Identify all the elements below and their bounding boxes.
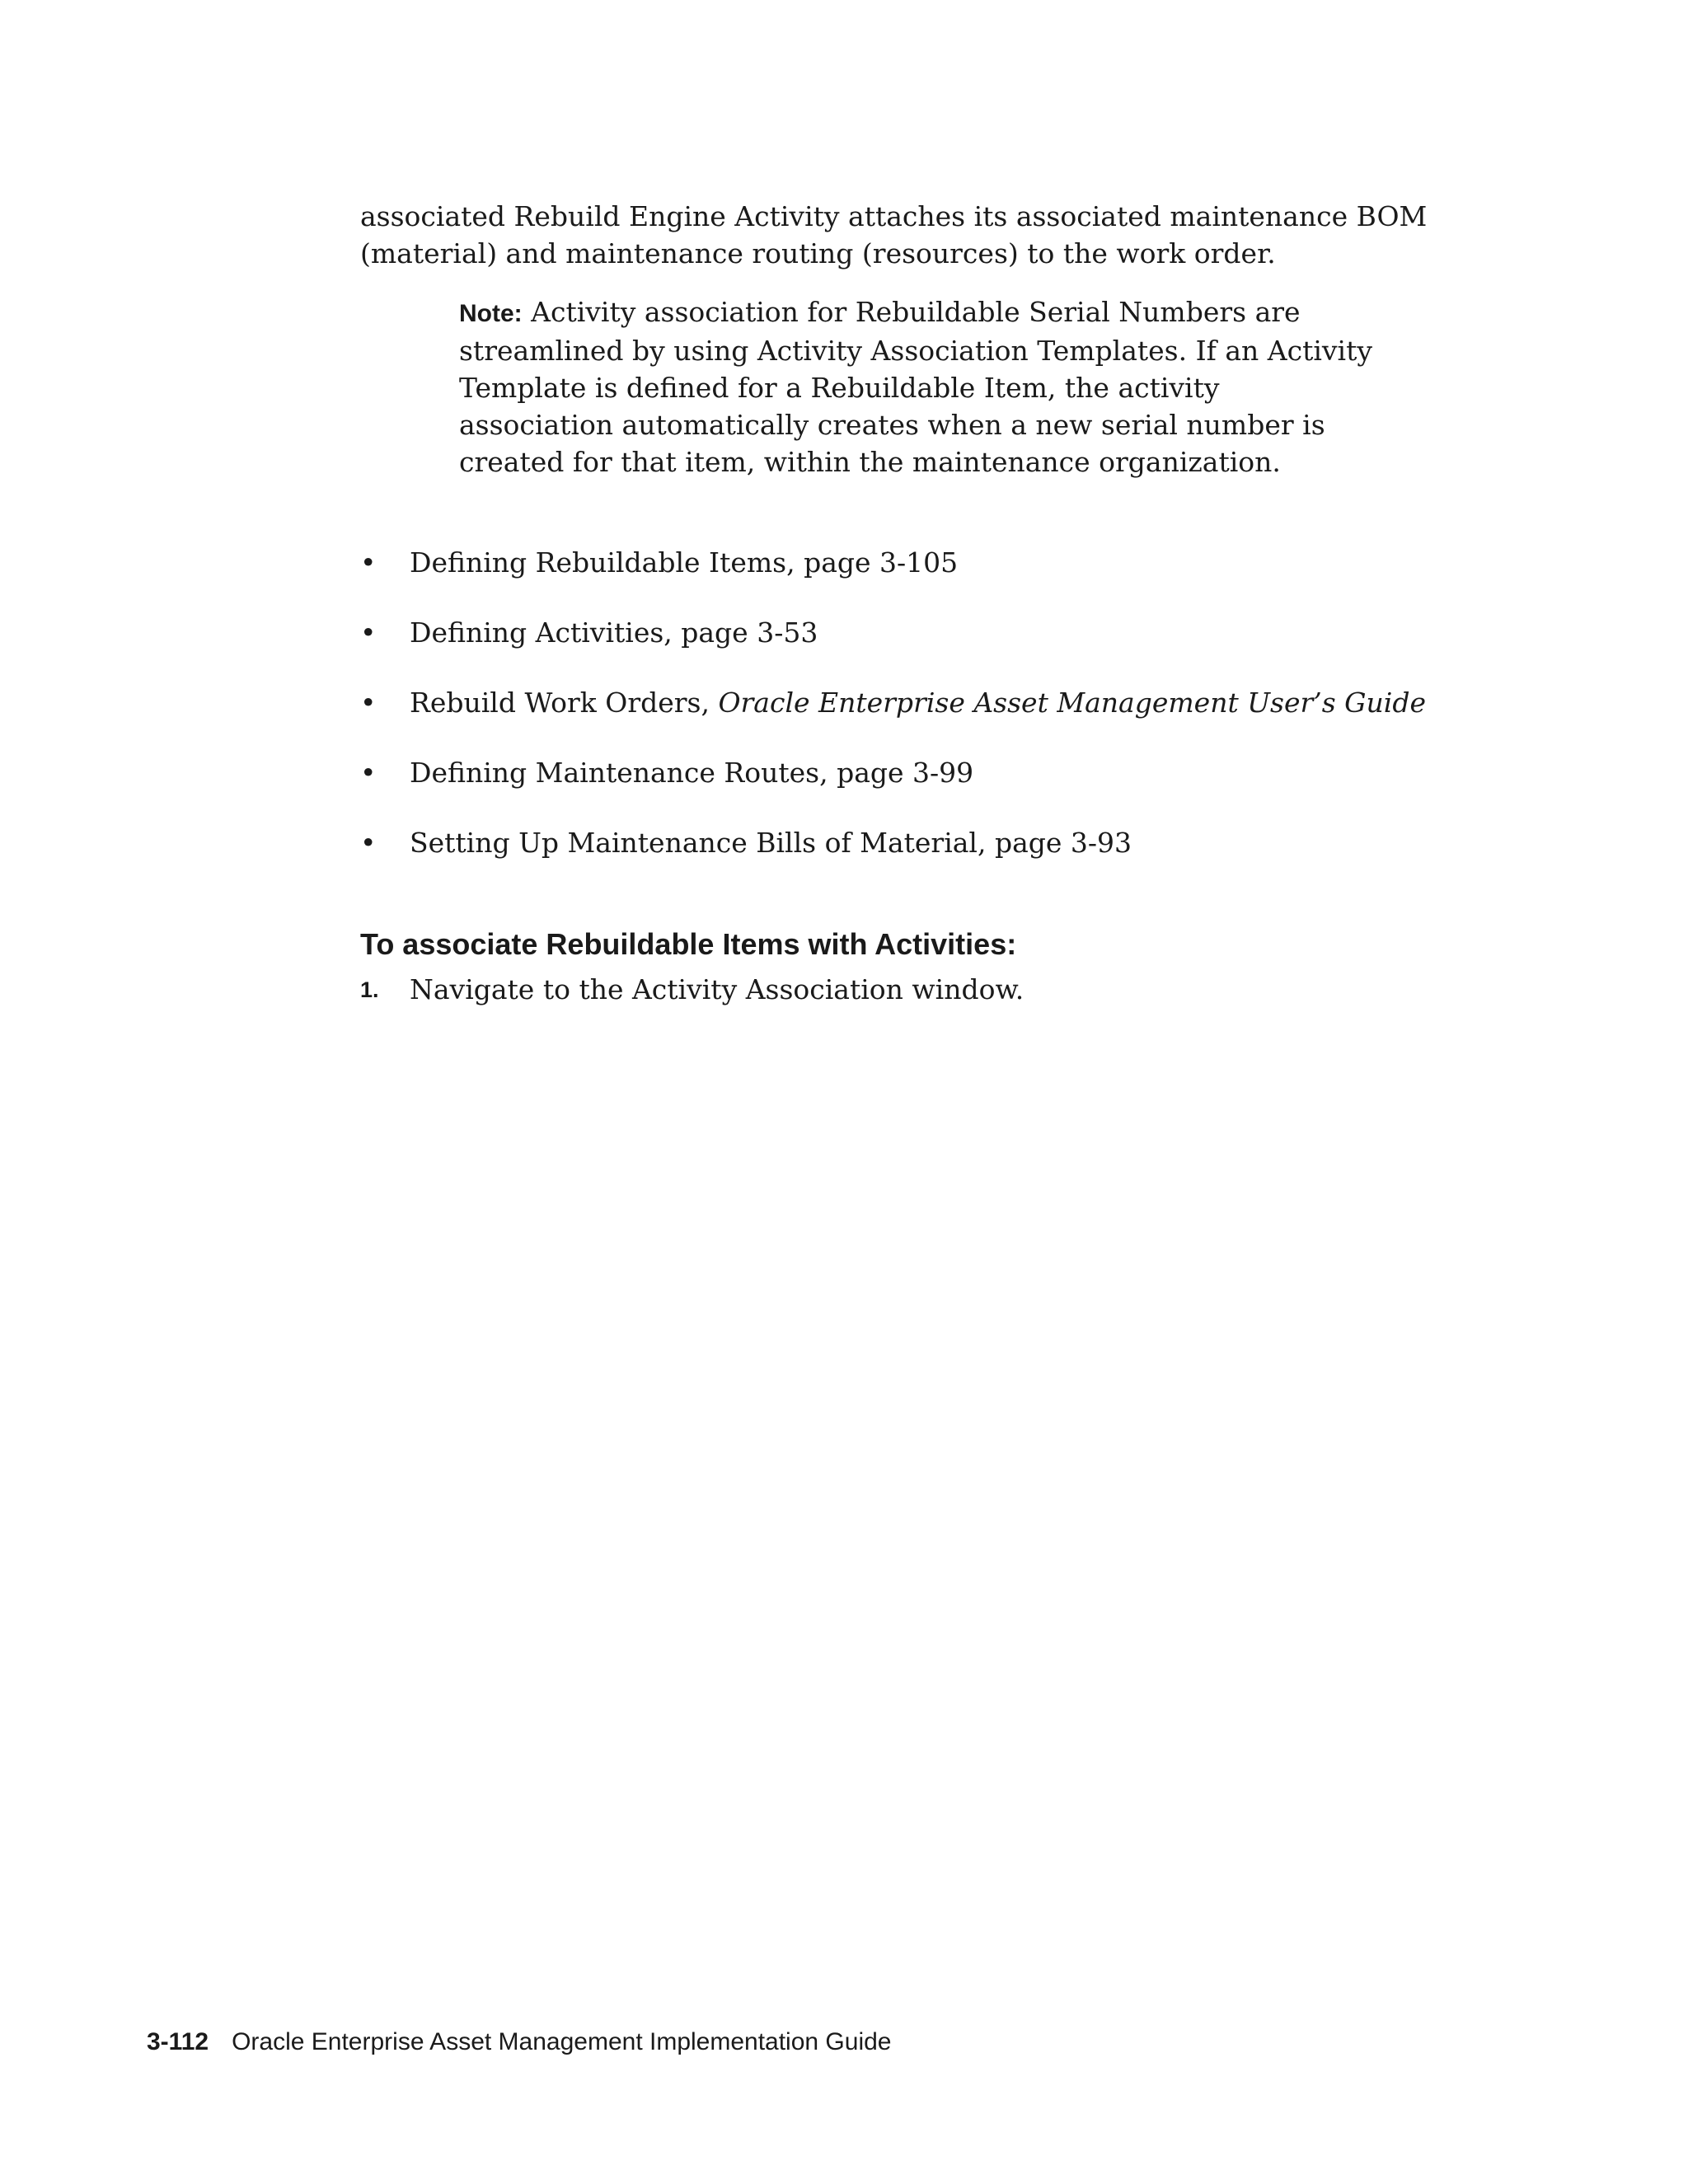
section-heading: To associate Rebuildable Items with Activities: bbox=[360, 927, 1017, 961]
step-text: Navigate to the Activity Association window. bbox=[410, 973, 1025, 1005]
book-title: Oracle Enterprise Asset Management Implementation Guide bbox=[232, 2028, 892, 2055]
bullet-icon: • bbox=[360, 687, 377, 719]
related-topic-link[interactable] bbox=[410, 754, 973, 791]
step-item bbox=[360, 971, 1514, 1012]
intro-paragraph: associated Rebuild Engine Activity attaches its associated maintenance BOM (material) and maintenance routing (resources) to the work order. bbox=[360, 200, 1428, 269]
list-item bbox=[360, 684, 1514, 754]
list-item bbox=[360, 544, 1514, 614]
related-topic-link[interactable] bbox=[410, 614, 818, 651]
related-topic-text: Rebuild Work Orders, bbox=[410, 687, 719, 719]
related-topic-link[interactable] bbox=[410, 544, 958, 581]
bullet-icon: • bbox=[360, 757, 377, 789]
bullet-icon: • bbox=[360, 827, 377, 859]
related-topics-list bbox=[360, 544, 1514, 894]
related-topic-text: Setting Up Maintenance Bills of Material, page 3-93 bbox=[410, 827, 1132, 859]
related-topic-link[interactable] bbox=[410, 824, 1132, 861]
list-item bbox=[360, 824, 1514, 894]
procedure-steps bbox=[360, 971, 1514, 1012]
bullet-icon: • bbox=[360, 546, 377, 579]
note-text: Activity association for Rebuildable Serial Numbers are streamlined by using Activity Association Templates. If an Activity Template is defined for a Rebuildable Item, the activity association automatically creates when a new serial number is created for that item, within the maintenance organization. bbox=[459, 296, 1372, 478]
related-topic-text: Defining Maintenance Routes, page 3-99 bbox=[410, 757, 974, 789]
note-label: Note: bbox=[459, 300, 523, 327]
note-block bbox=[459, 293, 1382, 480]
list-item bbox=[360, 754, 1514, 824]
step-number: 1. bbox=[360, 977, 379, 1002]
list-item bbox=[360, 614, 1514, 684]
bullet-icon: • bbox=[360, 616, 377, 649]
page-footer bbox=[147, 2026, 891, 2059]
related-topic-text: Defining Activities, page 3-53 bbox=[410, 616, 818, 649]
related-topic-text: Defining Rebuildable Items, page 3-105 bbox=[410, 546, 959, 579]
page-number: 3-112 bbox=[147, 2028, 209, 2055]
related-topic-reference bbox=[410, 684, 1426, 721]
related-topic-book-title: Oracle Enterprise Asset Management User’s Guide bbox=[718, 687, 1426, 719]
